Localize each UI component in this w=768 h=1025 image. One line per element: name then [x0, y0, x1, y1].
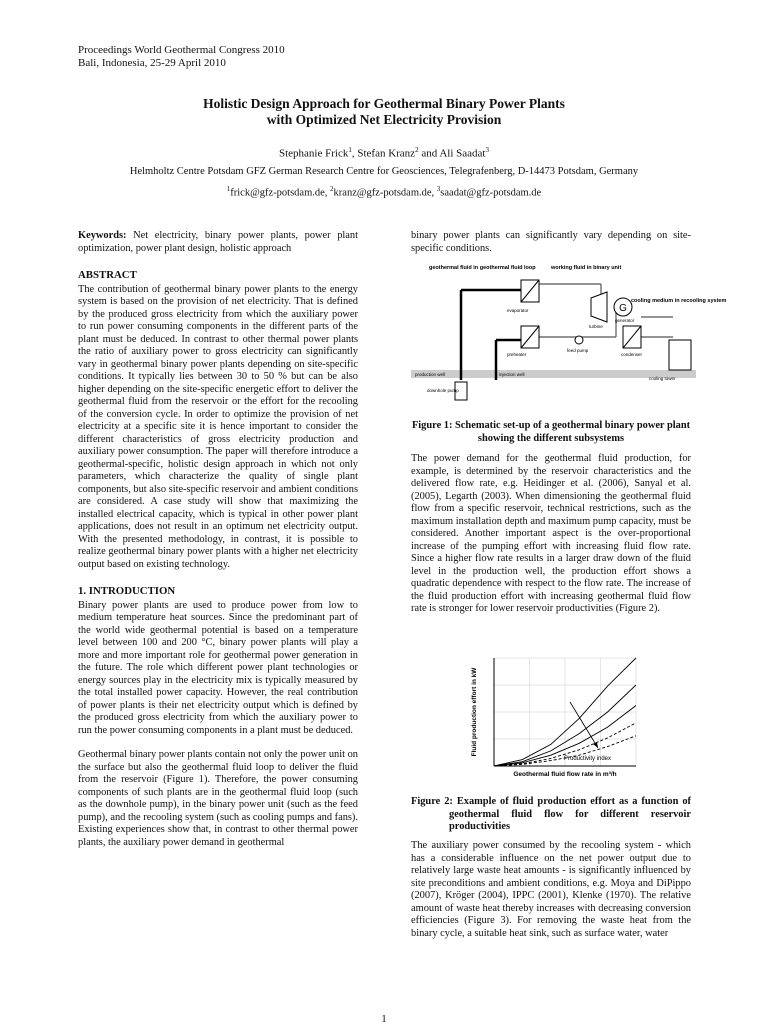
intro-paragraph-2: Geothermal binary power plants contain not only the power unit on the surface but also the geothermal fluid loop to deliver the fluid from the reservoir (Figure 1). Therefore, the power consuming components of such plants are in the geothermal fluid loop (such as the downhole pump), in the binary power unit (such as the feed pump), and the recooling system (such as cooling pumps and fans). Existing experiences show that, in contrast to other thermal power plants, the auxiliary power demand in geothermal [78, 749, 358, 848]
figure-1-schematic [411, 262, 727, 410]
intro-paragraph-1: Binary power plants are used to produce power from low to medium temperature heat sources. Since the predominant part of the world wide geothermal potential is based on a temperature level between 100 and 200 °C, binary power plants will play a more and more important role for geothermal power generation in the future. The role which different power plant technologies or energy sources play in the electricity mix is typically measured by the total installed power capacity. However, the real contribution of power plants is their net electricity output which is defined by the produced gross electricity from which the auxiliary power to run the power consuming components in a plant must be deduced. [78, 599, 358, 736]
label-injection-well: injection well [499, 372, 525, 377]
label-downhole-pump: downhole pump [427, 388, 459, 393]
keywords [78, 230, 358, 255]
email-3-sup: 3 [436, 185, 441, 193]
label-cooling: cooling medium in recooling system [631, 298, 727, 304]
email-3: saadat@gfz-potsdam.de [440, 187, 542, 199]
proceedings-line2: Bali, Indonesia, 25-29 April 2010 [78, 57, 226, 69]
label-cooling-tower: cooling tower [649, 376, 676, 381]
keywords-text: Net electricity, binary power plants, power plant optimization, power plant design, holistic approach [78, 230, 358, 254]
figure-2-caption: Figure 2: Example of fluid production effort as a function of geothermal fluid flow for different reservoir productivities [411, 796, 691, 832]
label-feed-pump: feed pump [567, 348, 589, 353]
paper-title [0, 96, 768, 128]
feed-pump-circle [575, 336, 583, 344]
author-1: Stephanie Frick [278, 147, 349, 160]
x-axis-label: Geothermal fluid flow rate in m³/h [513, 771, 617, 778]
author-sep: , [351, 147, 358, 160]
label-generator: generator [615, 318, 635, 323]
right-column-top [411, 230, 691, 255]
label-working-fluid: working fluid in binary unit [551, 265, 622, 271]
figure-2-chart [460, 650, 660, 780]
y-axis-label: Fluid production effort in kW [471, 667, 478, 757]
keywords-label: Keywords: [78, 230, 127, 241]
title-line2: with Optimized Net Electricity Provision [266, 112, 502, 127]
author-3: Ali Saadat [439, 147, 486, 160]
figure-1-caption: Figure 1: Schematic set-up of a geothermal binary power plant showing the different subsystems [411, 420, 691, 444]
title-line1: Holistic Design Approach for Geothermal Binary Power Plants [203, 96, 565, 111]
intro-heading: 1. INTRODUCTION [78, 585, 176, 597]
annotation-productivity-index: Productivity index [564, 756, 612, 762]
productivity-arrowhead [593, 742, 598, 748]
cooling-tower-box [669, 340, 691, 370]
authors [0, 146, 768, 160]
right-paragraph-2: The auxiliary power consumed by the recooling system - which has a considerable influence on the net power output due to relatively large waste heat amounts - is significantly influenced by site preconditions and ambient conditions, e.g. Moya and DiPippo (2007), Kröger (2004), IPPC (2001), Klenke (1970). The relative amount of waste heat thereby increases with decreasing conversion efficiencies (Figure 3). For removing the waste heat from the binary cycle, a suitable heat sink, such as surface water, water [411, 840, 691, 939]
author-and: and [418, 147, 440, 160]
email-2-sup: 2 [330, 185, 334, 193]
abstract-text: The contribution of geothermal binary power plants to the energy system is based on the provision of net electricity. That is defined by the produced gross electricity from which the auxiliary power to run power consuming components in the different parts of the plant must be deduced. In contrast to other thermal power plants the ratio of auxiliary power to gross electricity can significantly vary in geothermal binary power plants depending on site-specific conditions. It typically lies between 30 to 50 % but can be also higher depending on the site-specific energetic effort to deliver the geothermal fluid from the reservoir or the effort for the recooling of the conversion cycle. In order to optimize the provision of net electricity at a specific site it is hence important to consider the different characteristics of gross electricity production and auxiliary power consumption. The paper will therefore introduce a geothermal-specific, holistic design approach in which not only parameters, which characterize the quality of single plant components, but also site-specific reservoir and ambient conditions are considered. A case study will show that maximizing the installed electrical capacity, which is typical in other power plant applications, does not result in an optimum net electricity output. With the presented methodology, in contrast, it is possible to realize geothermal binary power plants with a higher net electricity output based on existing technology. [78, 283, 358, 570]
email-2: kranz@gfz-potsdam.de, [333, 187, 437, 199]
affiliation: Helmholtz Centre Potsdam GFZ German Research Centre for Geosciences, Telegrafenberg, D-14473 Potsdam, Germany [129, 166, 639, 177]
abstract-heading: ABSTRACT [78, 269, 137, 281]
label-condenser: condenser [621, 352, 643, 357]
author-1-sup: 1 [348, 146, 352, 154]
author-2-sup: 2 [415, 146, 419, 154]
label-geo-loop: geothermal fluid in geothermal fluid loop [429, 265, 536, 271]
right-paragraph-1: The power demand for the geothermal fluid production, for example, is determined by the reservoir characteristics and the delivered flow rate, e.g. Heidinger et al. (2006), Sanyal et al. (2005), Legarth (2003). When dimensioning the geothermal fluid flow from a specific reservoir, technical restrictions, such as the maximum installation depth and maximum pump capacity, must be considered. Another important aspect is the over-proportional increase of the pumping effort with increasing fluid flow rate. Since a higher flow rate results in a larger draw down of the fluid level in the production well, the production effort shows a quadratic dependence with respect to the flow rate. The increase of the fluid production effort with increasing geothermal fluid flow rate is stronger for lower reservoir productivities (Figure 2). [411, 453, 691, 614]
label-production-well: production well [415, 372, 446, 377]
right-paragraph-0: binary power plants can significantly vary depending on site-specific conditions. [411, 230, 691, 254]
emails [0, 185, 768, 199]
proceedings-header [78, 44, 285, 70]
proceedings-line1: Proceedings World Geothermal Congress 2010 [78, 44, 285, 56]
author-3-sup: 3 [485, 146, 489, 154]
generator-symbol: G [619, 303, 627, 314]
email-1: frick@gfz-potsdam.de, [230, 187, 331, 199]
page-number: 1 [381, 1013, 387, 1025]
email-1-sup: 1 [226, 185, 231, 193]
label-preheater: preheater [507, 352, 527, 357]
chart-grid [494, 658, 636, 766]
label-evaporator: evaporator [507, 308, 529, 313]
left-column [78, 230, 358, 849]
author-2: Stefan Kranz [357, 147, 416, 160]
label-turbine: turbine [589, 324, 603, 329]
